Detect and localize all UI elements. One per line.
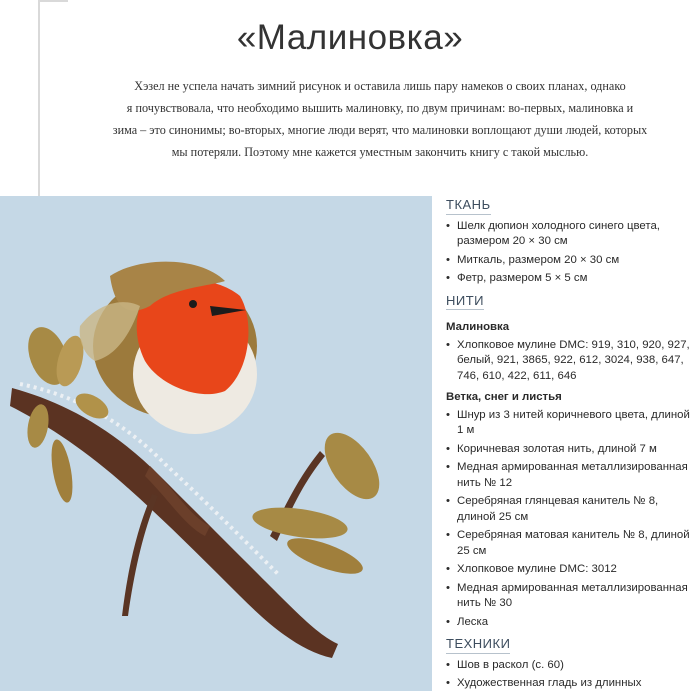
techniques-section (446, 636, 696, 692)
robin-thread-list (446, 338, 696, 385)
intro-line: зима – это синонимы; во-вторых, многие люди верят, что малиновки воплощают души людей, которых (112, 123, 648, 137)
list-item: • Медная армированная металлизированная нить № 30 (446, 581, 696, 612)
fabric-heading: ТКАНЬ (446, 197, 491, 215)
materials-panel (446, 197, 696, 698)
intro-line: я почувствовала, что необходимо вышить малиновку, по двум причинам: во-первых, малиновка и (126, 101, 634, 115)
branch-thread-list (446, 408, 696, 631)
fabric-list (446, 219, 696, 287)
robin-subheading: Малиновка (446, 321, 510, 333)
list-item: • Серебряная глянцевая канитель № 8, длиной 25 см (446, 494, 696, 525)
embroidered-robin-photo (0, 196, 432, 691)
techniques-list (446, 658, 696, 692)
list-item: • Шов в раскол (с. 60) (446, 658, 696, 674)
techniques-heading: ТЕХНИКИ (446, 636, 510, 654)
embroidered-robin-image (0, 196, 432, 691)
list-item: • Хлопковое мулине DMC: 3012 (446, 562, 696, 578)
intro-line: Хэзел не успела начать зимний рисунок и оставила лишь пару намеков о своих планах, однако (134, 79, 626, 93)
list-item: • Леска (446, 615, 696, 631)
list-item: • Шелк дюпион холодного синего цвета, размером 20 × 30 см (446, 219, 696, 250)
list-item: • Коричневая золотая нить, длиной 7 м (446, 442, 696, 458)
list-item: • Фетр, размером 5 × 5 см (446, 271, 696, 287)
intro-line: мы потеряли. Поэтому мне кажется уместным закончить книгу с такой мыслью. (171, 145, 589, 159)
threads-section (446, 293, 696, 631)
page-title: «Малиновка» (236, 18, 464, 57)
decorative-corner-line-top (38, 0, 68, 2)
branch-subheading: Ветка, снег и листья (446, 391, 562, 403)
fabric-section (446, 197, 696, 287)
list-item: • Хлопковое мулине DMC: 919, 310, 920, 927, белый, 921, 3865, 922, 612, 3024, 938, 647, 746, 610, 422, 611, 646 (446, 338, 696, 385)
list-item: • Шнур из 3 нитей коричневого цвета, длиной 1 м (446, 408, 696, 439)
threads-heading: НИТИ (446, 293, 484, 311)
intro-paragraph (100, 75, 660, 163)
list-item: • Серебряная матовая канитель № 8, длиной 25 см (446, 528, 696, 559)
list-item: • Медная армированная металлизированная нить № 12 (446, 460, 696, 491)
list-item: • Художественная гладь из длинных (446, 676, 696, 692)
list-item: • Миткаль, размером 20 × 30 см (446, 253, 696, 269)
